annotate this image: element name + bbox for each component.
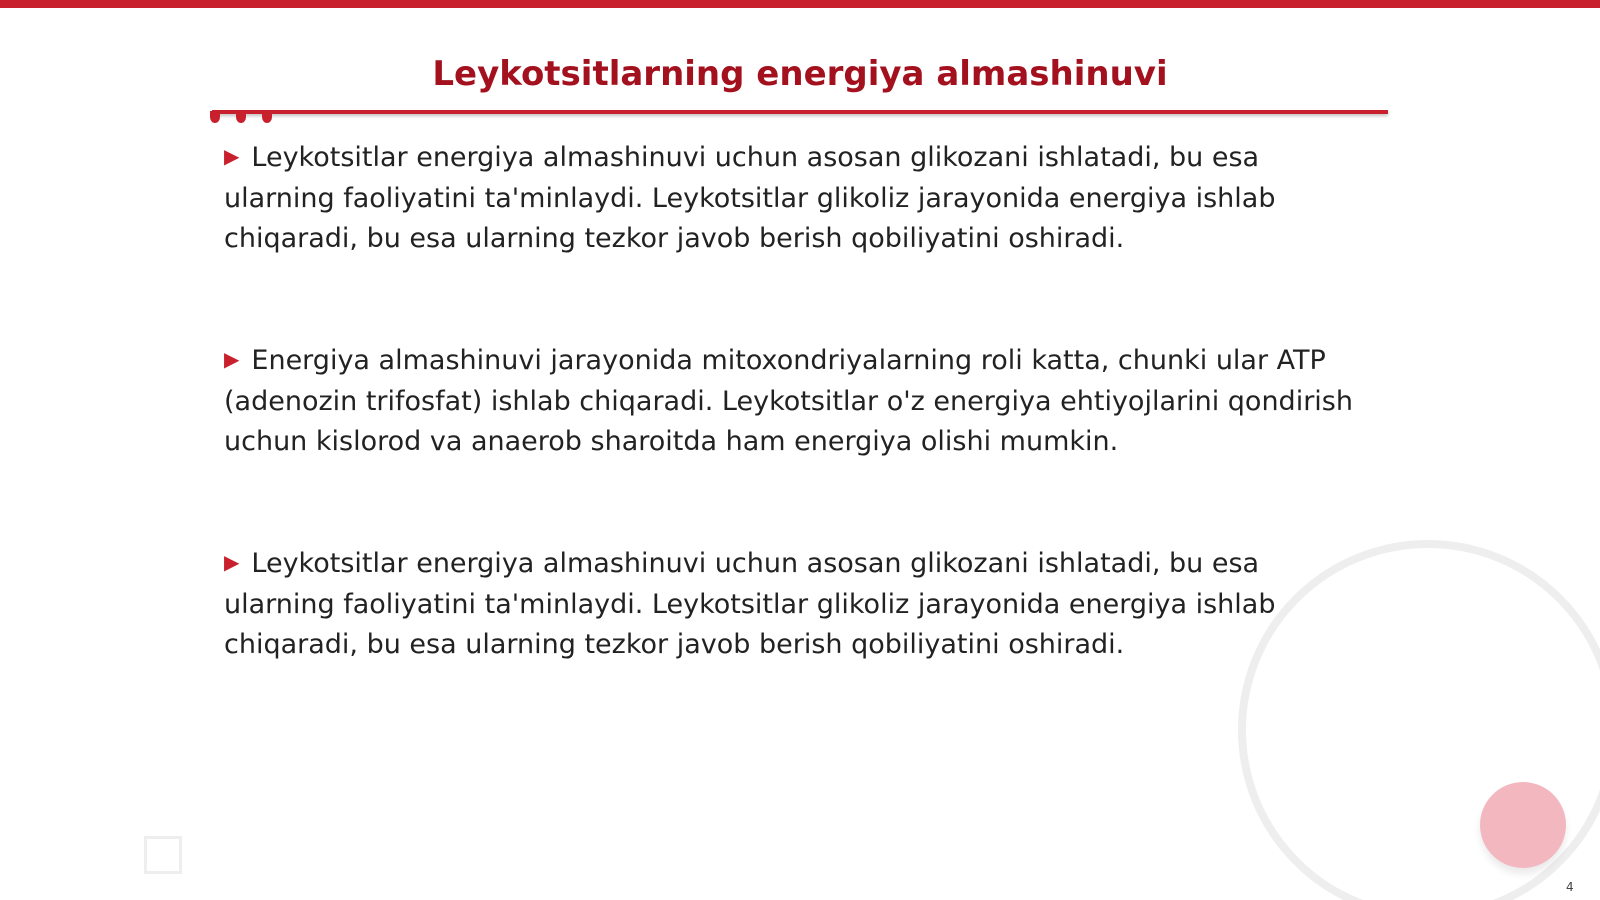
- bullet-item-3: [224, 544, 1374, 665]
- title-dot-2: [236, 111, 246, 123]
- decorative-pink-circle: [1480, 782, 1566, 868]
- page-number: 4: [1566, 880, 1574, 894]
- bullet-text: Energiya almashinuvi jarayonida mitoxondriyalarning roli katta, chunki ular ATP (adenozin trifosfat) ishlab chiqaradi. Leykotsitlar o'z energiya ehtiyojlarini qondirish uchun kislorod va anaerob sharoitda ham energiya olishi mumkin.: [224, 345, 1353, 457]
- bullet-list: [224, 138, 1374, 747]
- bullet-arrow-icon: ▶: [224, 347, 240, 371]
- title-underline: [212, 110, 1388, 114]
- bullet-arrow-icon: ▶: [224, 144, 240, 168]
- title-dot-3: [262, 111, 272, 123]
- title-dot-1: [210, 111, 220, 123]
- bullet-arrow-icon: ▶: [224, 550, 240, 574]
- slide-title: Leykotsitlarning energiya almashinuvi: [432, 54, 1168, 94]
- top-accent-bar: [0, 0, 1600, 8]
- bullet-text: Leykotsitlar energiya almashinuvi uchun asosan glikozani ishlatadi, bu esa ularning faoliyatini ta'minlaydi. Leykotsitlar glikoliz jarayonida energiya ishlab chiqaradi, bu esa ularning tezkor javob berish qobiliyatini oshiradi.: [224, 142, 1276, 254]
- bullet-item-1: [224, 138, 1374, 259]
- bullet-text: Leykotsitlar energiya almashinuvi uchun asosan glikozani ishlatadi, bu esa ularning faoliyatini ta'minlaydi. Leykotsitlar glikoliz jarayonida energiya ishlab chiqaradi, bu esa ularning tezkor javob berish qobiliyatini oshiradi.: [224, 548, 1276, 660]
- decorative-square: [144, 836, 182, 874]
- bullet-item-2: [224, 341, 1374, 462]
